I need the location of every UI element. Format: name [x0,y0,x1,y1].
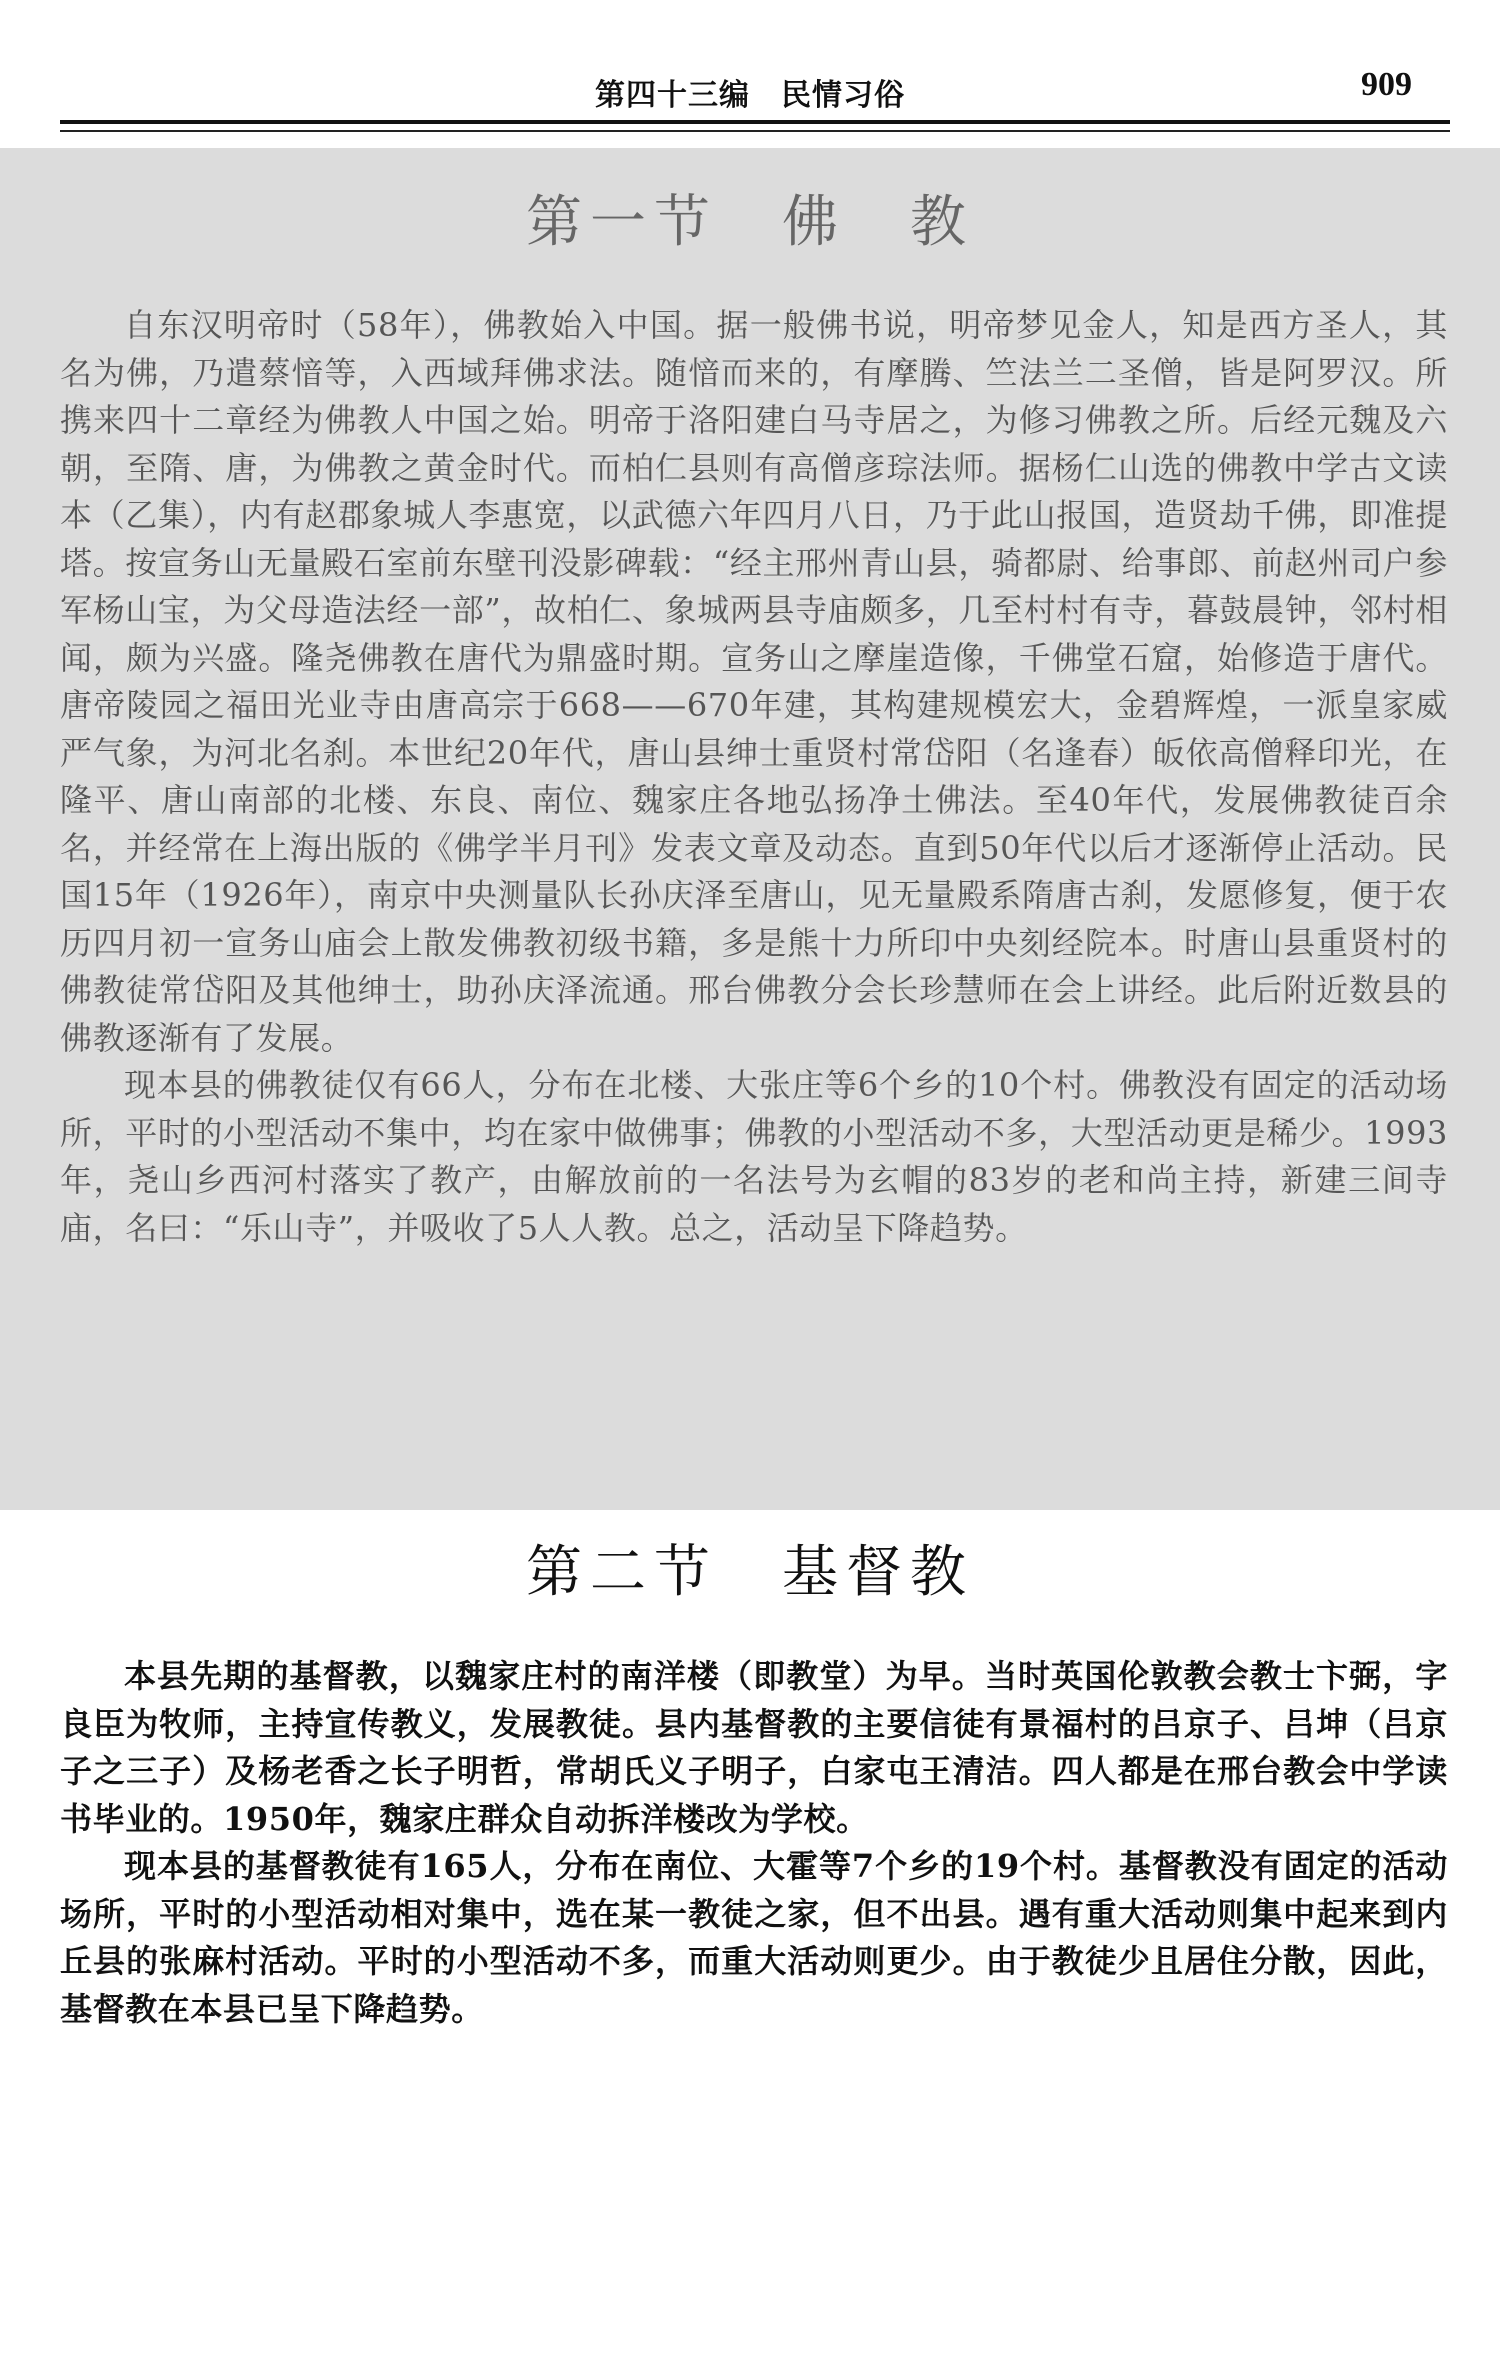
running-head [60,62,1440,112]
header-rule-thick [60,120,1450,124]
page-number: 909 [1361,66,1412,103]
paragraph: 本县先期的基督教，以魏家庄村的南洋楼（即教堂）为早。当时英国伦敦教会教士卞弼，字良臣为牧师，主持宣传教义，发展教徒。县内基督教的主要信徒有景福村的吕京子、吕坤（吕京子之三子）及杨老香之长子明哲，常胡氏义子明子，白家屯王清洁。四人都是在邢台教会中学读书毕业的。1950年，魏家庄群众自动拆洋楼改为学校。 [60,1657,1448,1838]
paragraph: 自东汉明帝时（58年），佛教始入中国。据一般佛书说，明帝梦见金人，知是西方圣人，其名为佛，乃遣蔡愔等，入西域拜佛求法。随愔而来的，有摩腾、竺法兰二圣僧，皆是阿罗汉。所携来四十二章经为佛教人中国之始。明帝于洛阳建白马寺居之，为修习佛教之所。后经元魏及六朝，至隋、唐，为佛教之黄金时代。而柏仁县则有高僧彦琮法师。据杨仁山选的佛教中学古文读本（乙集），内有赵郡象城人李惠宽，以武德六年四月八日，乃于此山报国，造贤劫千佛，即准提塔。按宣务山无量殿石室前东壁刊没影碑载：“经主邢州青山县，骑都尉、给事郎、前赵州司户参军杨山宝，为父母造法经一部”，故柏仁、象城两县寺庙颇多，几至村村有寺，暮鼓晨钟，邻村相闻，颇为兴盛。隆尧佛教在唐代为鼎盛时期。宣务山之摩崖造像，千佛堂石窟，始修造于唐代。唐帝陵园之福田光业寺由唐高宗于668——670年建，其构建规模宏大，金碧辉煌，一派皇家威严气象，为河北名刹。本世纪20年代，唐山县绅士重贤村常岱阳（名逢春）皈依高僧释印光，在隆平、唐山南部的北楼、东良、南位、魏家庄各地弘扬净土佛法。至40年代，发展佛教徒百余名，并经常在上海出版的《佛学半月刊》发表文章及动态。直到50年代以后才逐渐停止活动。民国15年（1926年），南京中央测量队长孙庆泽至唐山，见无量殿系隋唐古刹，发愿修复，便于农历四月初一宣务山庙会上散发佛教初级书籍，多是熊十力所印中央刻经院本。时唐山县重贤村的佛教徒常岱阳及其他绅士，助孙庆泽流通。邢台佛教分会长珍慧师在会上讲经。此后附近数县的佛教逐渐有了发展。 [60,306,1448,1057]
paragraph: 现本县的基督教徒有165人，分布在南位、大霍等7个乡的19个村。基督教没有固定的活动场所，平时的小型活动相对集中，选在某一教徒之家，但不出县。遇有重大活动则集中起来到内丘县的张麻村活动。平时的小型活动不多，而重大活动则更少。由于教徒少且居住分散，因此，基督教在本县已呈下降趋势。 [60,1847,1448,2028]
section-title-christianity: 第二节 基督教 [526,1540,974,1605]
section-buddhism [0,148,1500,1510]
paragraph: 现本县的佛教徒仅有66人，分布在北楼、大张庄等6个乡的10个村。佛教没有固定的活动场所，平时的小型活动不集中，均在家中做佛事；佛教的小型活动不多，大型活动更是稀少。1993年，尧山乡西河村落实了教产，由解放前的一名法号为玄帽的83岁的老和尚主持，新建三间寺庙，名曰：“乐山寺”，并吸收了5人人教。总之，活动呈下降趋势。 [60,1066,1448,1247]
section-body-christianity [60,1653,1448,2033]
section-title-buddhism: 第一节 佛 教 [526,190,974,255]
running-title: 第四十三编 民情习俗 [595,78,905,113]
header-rule-thin [60,130,1450,132]
section-body-buddhism [60,302,1448,1252]
